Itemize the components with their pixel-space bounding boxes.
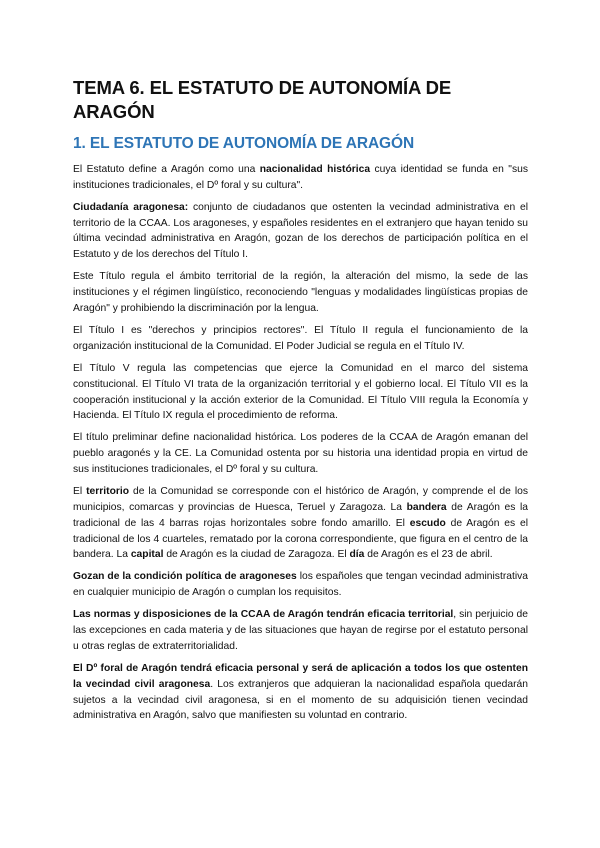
paragraph-titulo-preliminar: El título preliminar define nacionalidad histórica. Los poderes de la CCAA de Aragón emanan del pueblo aragonés y la CE. La Comunidad ostenta por su historia una identidad propia en virtud de sus instituciones tradicionales, el Dº foral y su cultura. [73,432,528,476]
paragraph-territorio: El territorio de la Comunidad se corresponde con el histórico de Aragón, y comprende el de los municipios, comarcas y provincias de Huesca, Teruel y Zaragoza. La bandera de Aragón es la tradicional de las 4 barras rojas horizontales sobre fondo amarillo. El escudo de Aragón es el tradicional de los 4 cuarteles, rematado por la corona correspondiente, que figura en el centro de la bandera. La capital de Aragón es la ciudad de Zaragoza. El día de Aragón es el 23 de abril. [73,486,528,561]
paragraph-condicion-politica: Gozan de la condición política de aragoneses los españoles que tengan vecindad administrativa en cualquier municipio de Aragón o cumplan los requisitos. [73,571,528,599]
paragraph-derecho-foral: El Dº foral de Aragón tendrá eficacia personal y será de aplicación a todos los que ostenten la vecindad civil aragonesa. Los extranjeros que adquieran la nacionalidad española quedarán sujetos a la vecindad civil aragonesa, si en el momento de su adquisición tienen vecindad administrativa en Aragón, salvo que manifiesten su voluntad en contrario. [73,662,528,722]
paragraph-titulo-ambito: Este Título regula el ámbito territorial de la región, la alteración del mismo, la sede de las instituciones y el régimen lingüístico, reconociendo "lenguas y modalidades lingüísticas propias de Aragón" y prohibiendo la discriminación por la lengua. [73,271,528,314]
paragraph-nacionalidad: El Estatuto define a Aragón como una nacionalidad histórica cuya identidad se funda en "sus instituciones tradicionales, el Dº foral y su cultura". [73,164,528,191]
paragraph-titulos-i-iv: El Título I es "derechos y principios rectores". El Título II regula el funcionamiento de la organización institucional de la Comunidad. El Poder Judicial se regula en el Título IV. [73,325,528,352]
page-title: TEMA 6. EL ESTATUTO DE AUTONOMÍA DE ARAGÓN [73,77,452,122]
paragraph-eficacia-territorial: Las normas y disposiciones de la CCAA de Aragón tendrán eficacia territorial, sin perjuicio de las excepciones en cada materia y de las situaciones que hayan de regirse por el estatuto personal u otras reglas de extraterritorialidad. [73,609,529,652]
paragraph-titulos-v-ix: El Título V regula las competencias que ejerce la Comunidad en el marco del sistema constitucional. El Título VI trata de la organización territorial y el gobierno local. El Título VII es la cooperación institucional y la acción exterior de la Comunidad. El Título VIII regula la Economía y Hacienda. El Título IX regula el procedimiento de reforma. [73,362,528,422]
paragraph-ciudadania: Ciudadanía aragonesa: conjunto de ciudadanos que ostenten la vecindad administrativa en el territorio de la CCAA. Los aragoneses, y españoles residentes en el extranjero que hayan tenido su última vecindad administrativa en Aragón, gozan de los derechos de participación política en el Estatuto y de los derechos del Título I. [73,201,528,261]
section-heading: 1. EL ESTATUTO DE AUTONOMÍA DE ARAGÓN [73,135,415,152]
document-page [73,76,528,730]
